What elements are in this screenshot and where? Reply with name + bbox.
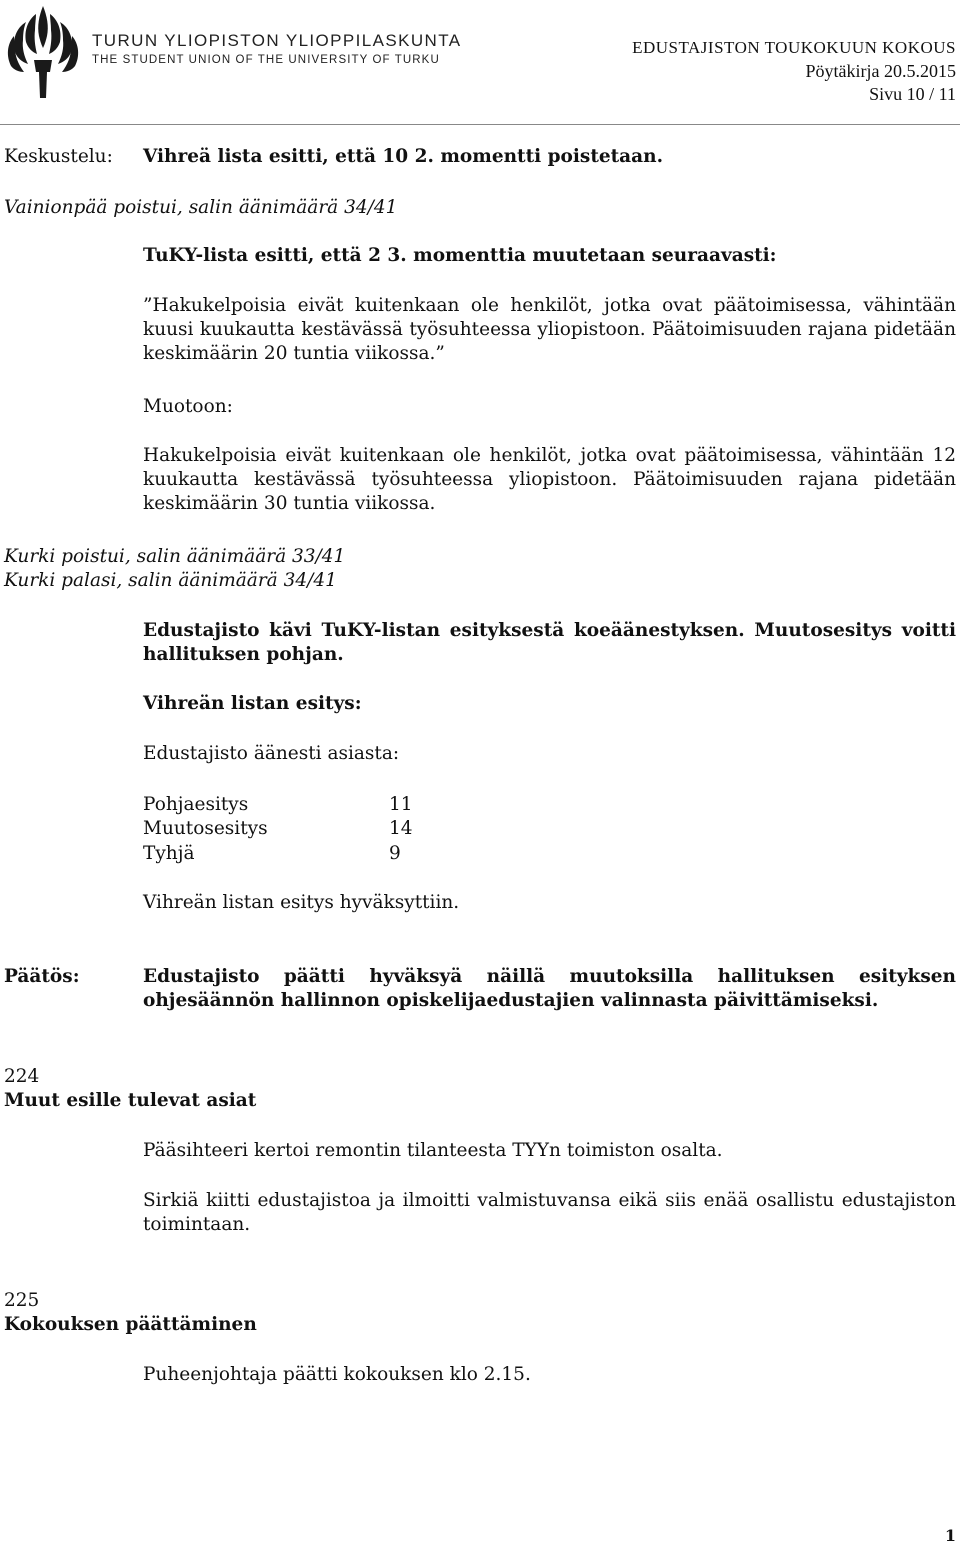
muotoon-label: Muotoon: — [143, 396, 233, 417]
section-paragraph: Puheenjohtaja päätti kokouksen klo 2.15. — [143, 1364, 531, 1385]
vote-row-label: Tyhjä — [143, 843, 195, 864]
green-accepted: Vihreän listan esitys hyväksyttiin. — [143, 892, 460, 913]
discussion-label: Keskustelu: — [4, 146, 113, 167]
voted-text: Edustajisto äänesti asiasta: — [143, 743, 400, 764]
decision-text: Edustajisto päätti hyväksyä näillä muutoksilla hallituksen esityksen ohjesäännön hallinnon opiskelijaedustajien valinnasta päivittämiseksi. — [143, 966, 956, 1011]
meeting-title: EDUSTAJISTON TOUKOKUUN KOKOUS — [632, 38, 956, 57]
tuky-proposal: TuKY-lista esitti, että 2 3. momenttia muutetaan seuraavasti: — [143, 245, 777, 266]
org-name: TURUN YLIOPISTON YLIOPPILASKUNTA — [92, 31, 462, 50]
quote-new: Hakukelpoisia eivät kuitenkaan ole henkilöt, jotka ovat päätoimisessa, vähintään 12 kuukautta kestävässä työsuhteessa yliopistoon. Päätoimisuuden rajana pidetään keskimäärin 30 tuntia viikossa. — [143, 445, 956, 514]
note-kurki-out: Kurki poistui, salin äänimäärä 33/41 — [4, 546, 346, 567]
green-list-heading: Vihreän listan esitys: — [143, 693, 362, 714]
minutes-date: Pöytäkirja 20.5.2015 — [805, 61, 956, 81]
student-union-logo — [6, 2, 80, 102]
section-paragraph: Sirkiä kiitti edustajistoa ja ilmoitti valmistuvansa eikä siis enää osallistu edustajiston toimintaan. — [143, 1190, 956, 1235]
section-title: Kokouksen päättäminen — [4, 1314, 257, 1335]
vote-row-label: Pohjaesitys — [143, 794, 249, 815]
note-vainionpaa: Vainionpää poistui, salin äänimäärä 34/41 — [4, 197, 398, 218]
decision-label: Päätös: — [4, 966, 80, 987]
footer-page-number: 1 — [944, 1526, 956, 1545]
header-divider — [0, 124, 960, 125]
section-paragraph: Pääsihteeri kertoi remontin tilanteesta TYYn toimiston osalta. — [143, 1140, 723, 1161]
vote-row-count: 14 — [389, 818, 413, 839]
org-subtitle: THE STUDENT UNION OF THE UNIVERSITY OF TURKU — [92, 54, 440, 66]
test-vote-result: Edustajisto kävi TuKY-listan esityksestä koeäänestyksen. Muutosesitys voitti hallituksen pohjan. — [143, 620, 956, 665]
note-kurki-back: Kurki palasi, salin äänimäärä 34/41 — [4, 570, 337, 591]
section-number: 225 — [4, 1290, 40, 1311]
vote-row-label: Muutosesitys — [143, 818, 268, 839]
page-indicator: Sivu 10 / 11 — [869, 84, 956, 104]
section-number: 224 — [4, 1066, 40, 1087]
quote-original: ”Hakukelpoisia eivät kuitenkaan ole henkilöt, jotka ovat päätoimisessa, vähintään kuusi kuukautta kestävässä työsuhteessa yliopistoon. Päätoimisuuden rajana pidetään keskimäärin 20 tuntia viikossa.” — [143, 295, 956, 364]
vote-row-count: 9 — [389, 843, 401, 864]
section-title: Muut esille tulevat asiat — [4, 1090, 257, 1111]
vote-row-count: 11 — [389, 794, 413, 815]
discussion-text: Vihreä lista esitti, että 10 2. momentti poistetaan. — [143, 146, 664, 167]
